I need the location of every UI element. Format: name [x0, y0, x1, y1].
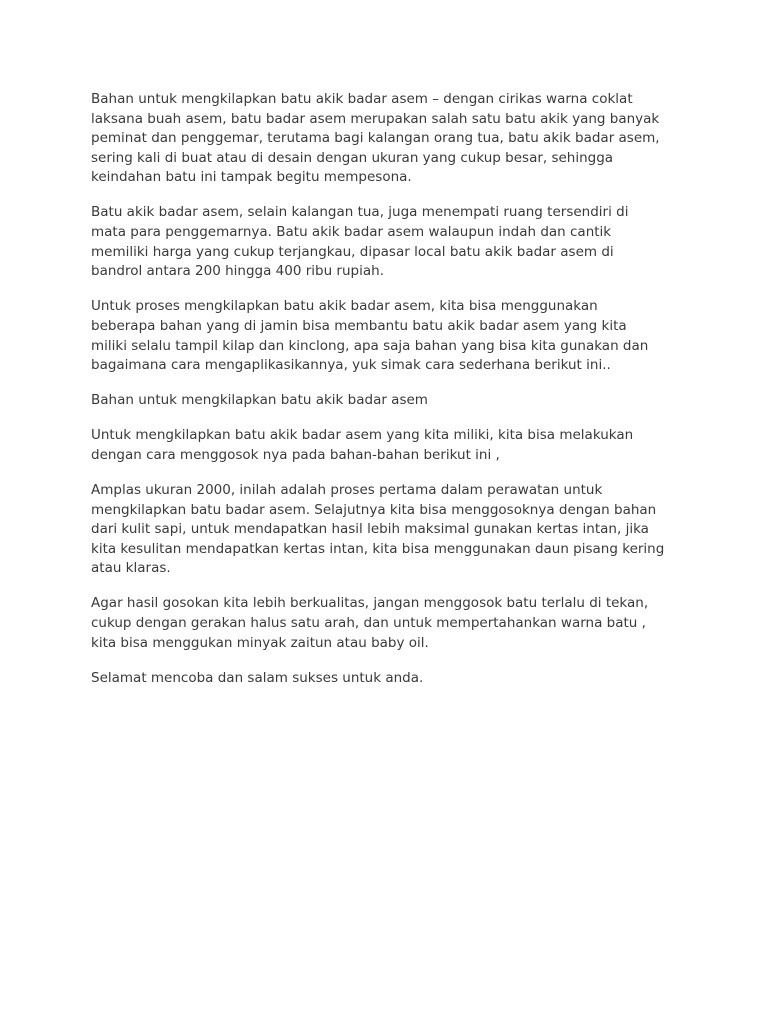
- text-line: bagaimana cara mengaplikasikannya, yuk simak cara sederhana berikut ini..: [91, 357, 611, 374]
- text-line: Untuk mengkilapkan batu akik badar asem yang kita miliki, kita bisa melakukan: [91, 427, 634, 444]
- text-line: kita bisa menggukan minyak zaitun atau baby oil.: [91, 634, 429, 651]
- text-line: cukup dengan gerakan halus satu arah, dan untuk mempertahankan warna batu ,: [91, 615, 646, 632]
- section-heading: Bahan untuk mengkilapkan batu akik badar asem: [91, 392, 428, 409]
- text-line: dengan cara menggosok nya pada bahan-bahan berikut ini ,: [91, 446, 500, 463]
- paragraph-tips: [91, 594, 691, 653]
- document-body: [91, 90, 691, 704]
- text-line: dari kulit sapi, untuk mendapatkan hasil lebih maksimal gunakan kertas intan, jika: [91, 521, 649, 538]
- paragraph-process: [91, 297, 691, 375]
- paragraph-method: [91, 426, 691, 465]
- text-line: mata para penggemarnya. Batu akik badar asem walaupun indah dan cantik: [91, 224, 612, 241]
- text-line: keindahan batu ini tampak begitu mempesona.: [91, 169, 412, 186]
- text-line: Untuk proses mengkilapkan batu akik badar asem, kita bisa menggunakan: [91, 298, 598, 315]
- text-line: miliki selalu tampil kilap dan kinclong, apa saja bahan yang bisa kita gunakan dan: [91, 337, 649, 354]
- text-line: Bahan untuk mengkilapkan batu akik badar asem – dengan cirikas warna coklat: [91, 91, 633, 107]
- text-line: memiliki harga yang cukup terjangkau, dipasar local batu akik badar asem di: [91, 243, 614, 260]
- text-line: sering kali di buat atau di desain dengan ukuran yang cukup besar, sehingga: [91, 149, 614, 166]
- text-line: peminat dan penggemar, terutama bagi kalangan orang tua, batu akik badar asem,: [91, 130, 660, 147]
- text-line: Amplas ukuran 2000, inilah adalah proses pertama dalam perawatan untuk: [91, 482, 603, 498]
- text-line: bandrol antara 200 hingga 400 ribu rupiah.: [91, 263, 384, 280]
- text-line: kita kesulitan mendapatkan kertas intan, kita bisa menggunakan daun pisang kering: [91, 540, 665, 557]
- text-line: Selamat mencoba dan salam sukses untuk anda.: [91, 669, 424, 686]
- paragraph-materials: [91, 481, 691, 579]
- text-line: atau klaras.: [91, 560, 171, 577]
- text-line: Batu akik badar asem, selain kalangan tua, juga menempati ruang tersendiri di: [91, 204, 629, 221]
- text-line: laksana buah asem, batu badar asem merupakan salah satu batu akik yang banyak: [91, 110, 660, 127]
- text-line: Agar hasil gosokan kita lebih berkualitas, jangan menggosok batu terlalu di tekan,: [91, 595, 649, 612]
- paragraph-closing: [91, 669, 691, 689]
- text-line: mengkilapkan batu badar asem. Selajutnya kita bisa menggosoknya dengan bahan: [91, 501, 657, 518]
- text-line: beberapa bahan yang di jamin bisa membantu batu akik badar asem yang kita: [91, 317, 627, 334]
- paragraph-intro: [91, 90, 691, 188]
- paragraph-price: [91, 203, 691, 281]
- paragraph-heading: [91, 391, 691, 411]
